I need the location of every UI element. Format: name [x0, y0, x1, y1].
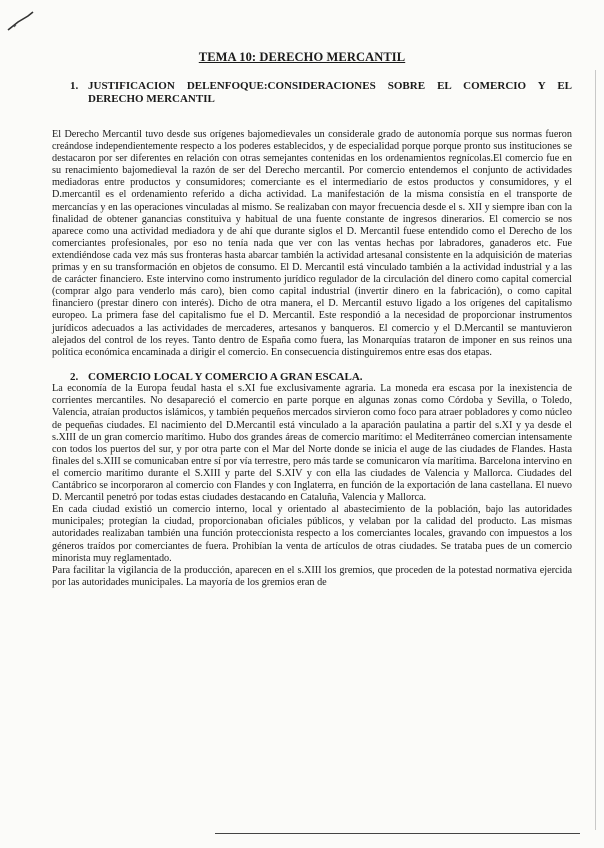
section-2-paragraph-3: Para facilitar la vigilancia de la producción, aparecen en el s.XIII los gremios, que proceden de la potestad normativa ejercida por las autoridades municipales. La mayoría de los gremios eran de: [52, 564, 572, 588]
section-1-number: 1.: [70, 80, 79, 92]
section-1-heading: [52, 80, 572, 105]
section-2-heading: [52, 371, 572, 384]
page-title: TEMA 10: DERECHO MERCANTIL: [198, 50, 406, 64]
document-body: [52, 80, 572, 589]
section-1-paragraph: El Derecho Mercantil tuvo desde sus orígenes bajomedievales un considerale grado de autonomía porque sus normas fueron creándose independientemente respecto a los poderes establecidos, y de especialidad porque porque pronto sus instituciones se destacaron por ser diferentes en relación con otras semejantes contenidas en los ordenamientos regnícolas.El comercio fue en su renacimiento bajomedieval la razón de ser del Derecho mercantil. Por comercio entendemos el conjunto de actividades mediadoras entre productos y consumidores; comerciante es el intermediario de estos productos y consumidores, y el D.mercantil es el ordenamiento referido a dicha actividad. La manifestación de la misma consistía en el transporte de mercancías y en las operaciones vinculadas al mismo. Se realizaban con mayor frecuencia desde el s. XII y siempre iban con la finalidad de obtener ganancias constituiva y habitual de una fuente constante de ingresos dinerarios. El comercio se nos aparece como una actividad mediadora y de ahí que durante siglos el D. Mercantil fuese entendido como el Derecho de los comerciantes profesionales, por eso no tenía nada que ver con las ventas hechas por labradores, ganaderos etc. Fue extendiéndose cada vez más sus fronteras hasta abarcar también la actividad artesanal consistente en la adquisición de materias primas y en su transformación en objetos de consumo. El D. Mercantil está vinculado también a la actividad industrial y a las de carácter financiero. Este intervino como instrumento jurídico regulador de la circulación del dinero como capital comercial (comprar algo para venderlo más caro), bien como capital industrial (invertir dinero en la fabricación), o como capital financiero (prestar dinero con interés). Dicho de otra manera, el D. Mercantil estuvo ligado a los orígenes del capitalismo europeo. La primera fase del capitalismo fue el D. Mercantil. Este respondió a la necesidad de proporcionar instrumentos jurídicos adecuados a las actividades de mercaderes, artesanos y banqueros. El comercio y el D.Mercantil se mantuvieron alejados del control de los reyes. Tanto dentro de España como fuera, las Monarquías trataron de imponer en sus reinos una política económica encaminada a dirigir el comercio. En consecuencia distinguiremos entre esas dos etapas.: [52, 129, 572, 358]
section-2-paragraph-1: La economía de la Europa feudal hasta el s.XI fue exclusivamente agraria. La moneda era escasa por la inexistencia de corrientes mercantiles. No desapareció el comercio en parte porque en algunas zonas como Córdoba y Sevilla, o Toledo, Valencia, atraían productos islámicos, y también pequeños mercados sirvieron como foco para atraer pobladores y como núcleo de pequeñas ciudades. El nacimiento del D.Mercantil está vinculado a la aparación paulatina a partir del s.XI y ya desde el s.XIII de un gran comercio marítimo. Hubo dos grandes áreas de comercio marítimo: el Mediterráneo comercian intensamente con todos los puertos del sur, y por otra parte con el Mar del Norte donde se inicia el auge de las ciudades de Flandes. Hasta finales del s.XIII se comunicaban entre sí por vía terrestre, pero más tarde se comunicaron vía marítima. Barcelona intervino en el comercio marítimo durante el S.XIII y parte del S.XIV y con ella las ciudades de Valencia y Mallorca. Ciudades del Cantábrico se incorporaron al comercio con Flandes y con Inglaterra, en función de la exportación de lana castellana. El nuevo D. Mercantil penetró por todas estas ciudades destacando en Cataluña, Valencia y Mallorca.: [52, 383, 572, 504]
section-2-title: COMERCIO LOCAL Y COMERCIO A GRAN ESCALA.: [88, 370, 363, 383]
margin-line: [595, 70, 596, 830]
pen-mark-icon: [6, 10, 36, 32]
section-2-paragraph-2: En cada ciudad existió un comercio interno, local y orientado al abastecimiento de la población, bajo las autoridades municipales; protegían la ciudad, proporcionaban oficiales públicos, y velaban por la calidad del producto. Las mismas autoridades realizaban también una función proteccionista respecto a los comerciantes locales, gravando con impuestos a los géneros traídos por comerciantes de fuera. Prohibían la venta de artículos de otras ciudades. Se trataba pues de un comercio minorista muy reglamentado.: [52, 504, 572, 564]
footer-line: [215, 833, 580, 834]
section-1-title: JUSTIFICACION DELENFOQUE:CONSIDERACIONES SOBRE EL COMERCIO Y EL DERECHO MERCANTIL: [88, 80, 572, 105]
section-2-number: 2.: [70, 370, 79, 383]
